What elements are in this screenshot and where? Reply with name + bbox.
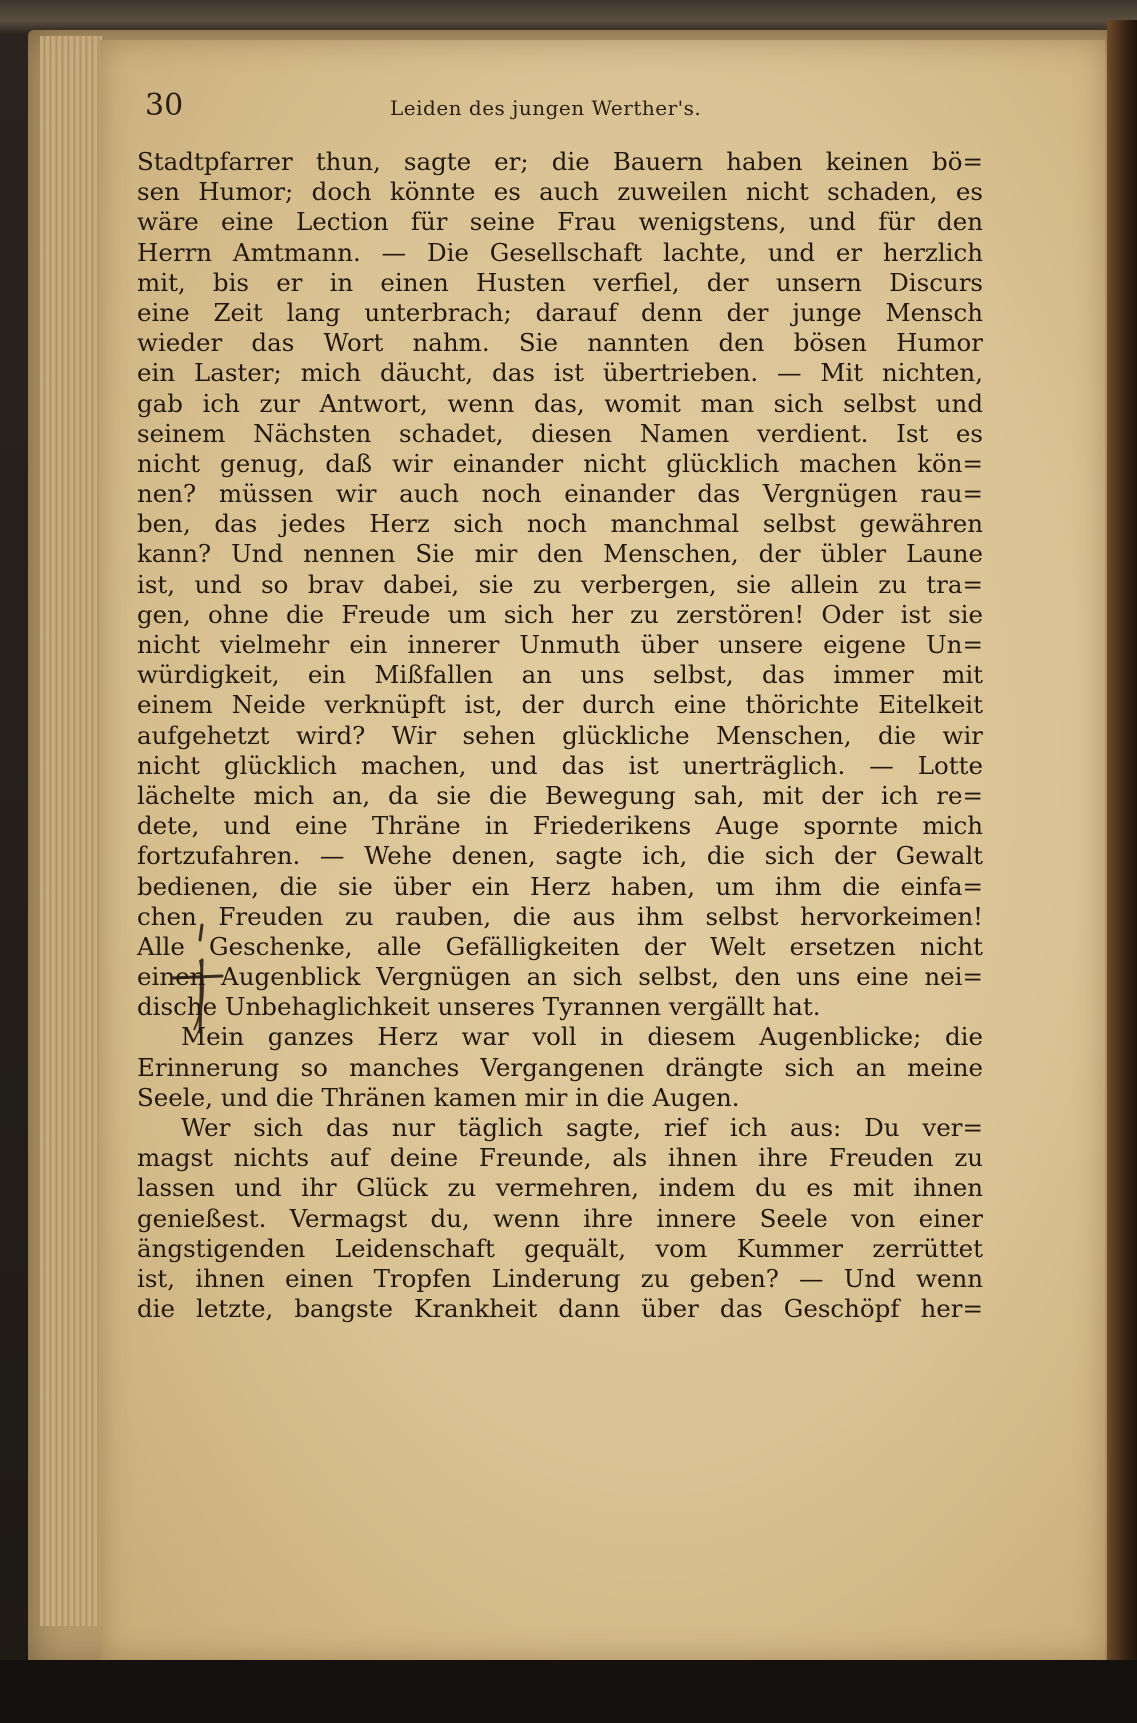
- text-line: aufgehetzt wird? Wir sehen glückliche Menschen, die wir: [137, 720, 983, 750]
- text-line: kann? Und nennen Sie mir den Menschen, der übler Laune: [137, 539, 983, 569]
- text-line: Stadtpfarrer thun, sagte er; die Bauern haben keinen bö=: [137, 147, 983, 176]
- scan-bottom-edge: [0, 1660, 1137, 1723]
- text-line: genießest. Vermagst du, wenn ihre innere Seele von einer: [137, 1203, 983, 1233]
- text-line: die letzte, bangste Krankheit dann über das Geschöpf her=: [137, 1294, 983, 1324]
- text-line: nen? müssen wir auch noch einander das Vergnügen rau=: [137, 479, 983, 509]
- text-line: ist, ihnen einen Tropfen Linderung zu geben? — Und wenn: [137, 1263, 983, 1293]
- text-line: nicht genug, daß wir einander nicht glücklich machen kön=: [137, 448, 983, 478]
- text-line: ängstigenden Leidenschaft gequält, vom Kummer zerrüttet: [137, 1233, 983, 1263]
- text-line: Seele, und die Thränen kamen mir in die Augen.: [137, 1082, 740, 1112]
- text-line: eine Zeit lang unterbrach; darauf denn der junge Mensch: [137, 297, 983, 327]
- text-line: gen, ohne die Freude um sich her zu zerstören! Oder ist sie: [137, 599, 983, 629]
- text-line: Herrn Amtmann. — Die Gesellschaft lachte, und er herzlich: [137, 237, 983, 267]
- page-number: 30: [145, 88, 184, 123]
- text-line: gab ich zur Antwort, wenn das, womit man sich selbst und: [137, 388, 983, 418]
- text-line: ben, das jedes Herz sich noch manchmal selbst gewähren: [137, 509, 983, 539]
- text-line: sen Humor; doch könnte es auch zuweilen nicht schaden, es: [137, 177, 983, 207]
- text-line: magst nichts auf deine Freunde, als ihnen ihre Freuden zu: [137, 1143, 983, 1173]
- text-line: nicht glücklich machen, und das ist unerträglich. — Lotte: [137, 750, 983, 780]
- text-line: Mein ganzes Herz war voll in diesem Augenblicke; die: [181, 1022, 983, 1052]
- text-line: ist, und so brav dabei, sie zu verbergen, sie allein zu tra=: [137, 569, 983, 599]
- text-line: nicht vielmehr ein innerer Unmuth über unsere eigene Un=: [137, 630, 983, 659]
- text-line: ein Laster; mich däucht, das ist übertrieben. — Mit nichten,: [137, 358, 983, 388]
- text-line: Alle Geschenke, alle Gefälligkeiten der Welt ersetzen nicht: [137, 931, 983, 961]
- book-spine: [1107, 20, 1137, 1680]
- text-line: lassen und ihr Glück zu vermehren, indem du es mit ihnen: [137, 1173, 983, 1203]
- text-line: wäre eine Lection für seine Frau wenigstens, und für den: [137, 207, 983, 237]
- running-head: Leiden des jungen Werther's.: [390, 96, 702, 120]
- text-line: einem Neide verknüpft ist, der durch eine thörichte Eitelkeit: [137, 690, 983, 720]
- text-line: dete, und eine Thräne in Friederikens Auge spornte mich: [137, 811, 983, 841]
- text-line: fortzufahren. — Wehe denen, sagte ich, die sich der Gewalt: [137, 841, 983, 871]
- text-line: mit, bis er in einen Husten verfiel, der unsern Discurs: [137, 267, 983, 297]
- text-line: seinem Nächsten schadet, diesen Namen verdient. Ist es: [137, 418, 983, 448]
- text-line: lächelte mich an, da sie die Bewegung sah, mit der ich re=: [137, 780, 983, 810]
- text-line: einen Augenblick Vergnügen an sich selbst, den uns eine nei=: [137, 962, 983, 992]
- text-line: wieder das Wort nahm. Sie nannten den bösen Humor: [137, 328, 983, 358]
- body-text: [137, 147, 983, 1324]
- page-header: [145, 88, 975, 128]
- page-edges: [40, 36, 102, 1626]
- text-line: dische Unbehaglichkeit unseres Tyrannen vergällt hat.: [137, 992, 821, 1022]
- text-line: Wer sich das nur täglich sagte, rief ich aus: Du ver=: [181, 1113, 983, 1142]
- text-line: chen Freuden zu rauben, die aus ihm selbst hervorkeimen!: [137, 901, 983, 931]
- text-line: würdigkeit, ein Mißfallen an uns selbst, das immer mit: [137, 660, 983, 690]
- scan-top-edge: [0, 0, 1137, 34]
- text-line: bedienen, die sie über ein Herz haben, um ihm die einfa=: [137, 871, 983, 901]
- text-line: Erinnerung so manches Vergangenen drängte sich an meine: [137, 1052, 983, 1082]
